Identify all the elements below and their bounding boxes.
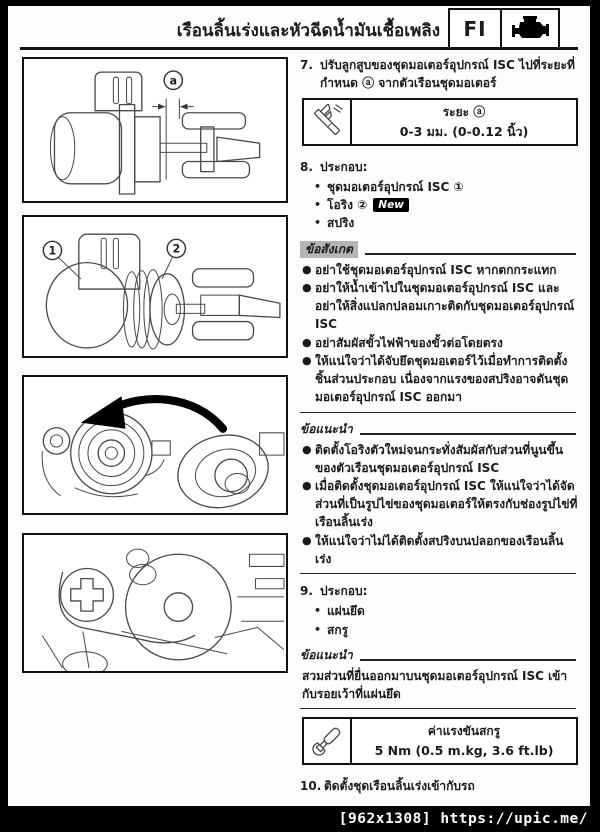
engine-icon <box>502 10 558 48</box>
note-closing-rule <box>300 412 576 413</box>
tip-2-text: สวมส่วนที่ยื่นออกมาบนชุดมอเตอร์อุปกรณ์ ISC เข้ากับรอยเว้าที่แผ่นยึด <box>302 668 568 702</box>
torque-wrench-icon <box>304 719 352 762</box>
new-badge: New <box>373 198 409 212</box>
figure-isc-install <box>22 375 288 515</box>
bullet-dot: ● <box>302 353 312 367</box>
step-8-item-2 <box>327 196 409 214</box>
tip-bullet <box>302 441 578 477</box>
tip-section-2 <box>300 647 578 709</box>
note-bullet <box>302 279 578 334</box>
manual-page <box>8 6 590 806</box>
tip-1-header-rule <box>360 433 576 435</box>
step-8-number: 8. <box>300 159 313 174</box>
note-bullet-4: ให้แน่ใจว่าได้จับยึดชุดมอเตอร์ไว้เมื่อทำการติดตั้งชิ้นส่วนประกอบ เนื่องจากแรงของสปริงอาจดันชุดมอเตอร์อุปกรณ์ ISC ออกมา <box>315 353 569 405</box>
step-9-label: ประกอบ: <box>320 584 368 599</box>
step-7 <box>300 56 578 92</box>
note-bullet <box>302 334 578 352</box>
note-bullet-1: อย่าใช้ชุดมอเตอร์อุปกรณ์ ISC หากตกกระแทก <box>315 262 557 277</box>
step-7-text: ปรับลูกสูบของชุดมอเตอร์อุปกรณ์ ISC ไปที่ระยะที่กำหนด ⓐ จากตัวเรือนชุดมอเตอร์ <box>320 58 575 91</box>
section-code-box <box>448 8 560 50</box>
isc-install-drawing <box>24 377 286 513</box>
engine-icon-svg <box>510 16 550 42</box>
footer-bar <box>0 806 600 832</box>
distance-spec-box <box>302 98 578 145</box>
note-bullet <box>302 352 578 407</box>
step-10-number: 10. <box>300 778 322 793</box>
step-10-text: ติดตั้งชุดเรือนลิ้นเร่งเข้ากับรถ <box>324 778 475 793</box>
distance-spec-title: ระยะ ⓐ <box>442 105 486 120</box>
tip-1-bullet-2: เมื่อติดตั้งชุดมอเตอร์อุปกรณ์ ISC ให้แน่ใจว่าได้จัดส่วนที่เป็นรูปไข่ของชุดมอเตอร์ให้ตรงกับช่องรูปไข่ที่เรือนลิ้นเร่ง <box>315 478 578 530</box>
fig1-callout-a: a <box>169 74 178 88</box>
note-bullet <box>302 261 578 279</box>
note-bullet-3: อย่าสัมผัสขั้วไฟฟ้าของขั้วต่อโดยตรง <box>315 335 503 350</box>
isc-clearance-drawing <box>24 59 286 201</box>
distance-spec-body <box>352 100 576 143</box>
fig2-callout-2: 2 <box>172 242 181 256</box>
bullet-dot: ● <box>302 262 312 276</box>
figure-holding-plate <box>22 533 288 673</box>
step-10 <box>300 777 578 795</box>
tip-1-body <box>300 441 578 569</box>
bullet-dot: ● <box>302 280 312 294</box>
tip-2-closing-rule <box>300 708 576 709</box>
holding-plate-drawing <box>24 535 286 671</box>
tip-bullet <box>302 532 578 568</box>
step-9-item-1: แผ่นยึด <box>327 604 365 619</box>
tip-section-1 <box>300 421 578 575</box>
bullet-dot: ● <box>302 335 312 349</box>
list-item <box>314 621 578 639</box>
fig2-callout-1: 1 <box>48 244 57 258</box>
step-9-number: 9. <box>300 584 313 599</box>
step-8-item-3: สปริง <box>327 216 355 231</box>
step-8 <box>300 158 578 176</box>
step-8-items <box>300 178 578 233</box>
tip-2-header-rule <box>360 659 576 661</box>
torque-spec-title: ค่าแรงขันสกรู <box>427 724 501 739</box>
note-body <box>300 261 578 407</box>
torque-spec-value: 5 Nm (0.5 m.kg, 3.6 ft.lb) <box>374 742 554 758</box>
fi-label: FI <box>450 10 502 48</box>
page-title: เรือนลิ้นเร่งและหัวฉีดน้ำมันเชื้อเพลิง <box>176 21 440 41</box>
caliper-icon-svg <box>309 104 345 140</box>
step-9 <box>300 582 578 600</box>
figure-isc-oring <box>22 215 288 358</box>
tip-1-closing-rule <box>300 573 576 574</box>
note-label: ข้อสังเกต <box>300 241 358 258</box>
bullet-dot: • <box>314 179 322 193</box>
header-rule <box>20 47 578 50</box>
bullet-dot: ● <box>302 533 312 547</box>
distance-spec-value: 0-3 มม. (0-0.12 นิ้ว) <box>399 123 529 139</box>
tip-bullet <box>302 477 578 532</box>
bullet-dot: ● <box>302 478 312 492</box>
list-item <box>314 602 578 620</box>
torque-spec-box <box>302 717 578 764</box>
step-8-item-2-text: โอริง ② <box>327 198 368 213</box>
figure-isc-clearance <box>22 57 288 203</box>
bullet-dot: • <box>314 622 322 636</box>
step-8-label: ประกอบ: <box>320 159 368 174</box>
torque-wrench-icon-svg <box>309 723 345 759</box>
list-item <box>314 178 578 196</box>
list-item <box>314 196 578 214</box>
watermark-text: [962x1308] https://upic.me/ <box>338 811 588 827</box>
note-header-rule <box>365 253 576 255</box>
tip-2-label: ข้อแนะนำ <box>300 647 353 662</box>
note-header <box>300 241 578 258</box>
bullet-dot: • <box>314 198 322 212</box>
step-9-item-2: สกรู <box>327 622 349 637</box>
step-7-number: 7. <box>300 58 313 72</box>
tip-1-header <box>300 421 578 438</box>
step-9-items <box>300 602 578 638</box>
isc-oring-drawing <box>24 217 286 356</box>
step-8-item-1: ชุดมอเตอร์อุปกรณ์ ISC ① <box>327 179 464 194</box>
torque-spec-body <box>352 719 576 762</box>
bullet-dot: • <box>314 216 322 230</box>
tip-1-bullet-3: ให้แน่ใจว่าไม่ได้ติดตั้งสปริงบนปลอกของเรือนลิ้นเร่ง <box>315 533 564 566</box>
tip-1-label: ข้อแนะนำ <box>300 421 353 436</box>
note-section <box>300 241 578 413</box>
tip-1-bullet-1: ติดตั้งโอริงตัวใหม่จนกระทั่งสัมผัสกับส่วนที่นูนขึ้นของตัวเรือนชุดมอเตอร์อุปกรณ์ ISC <box>315 442 564 475</box>
tip-2-header <box>300 647 578 664</box>
bullet-dot: • <box>314 604 322 618</box>
bullet-dot: ● <box>302 442 312 456</box>
list-item <box>314 214 578 232</box>
caliper-icon <box>304 100 352 143</box>
instruction-column <box>300 56 578 795</box>
note-bullet-2: อย่าให้น้ำเข้าไปในชุดมอเตอร์อุปกรณ์ ISC และอย่าให้สิ่งแปลกปลอมเกาะติดกับชุดมอเตอร์อุปกรณ์ ISC <box>315 280 575 332</box>
